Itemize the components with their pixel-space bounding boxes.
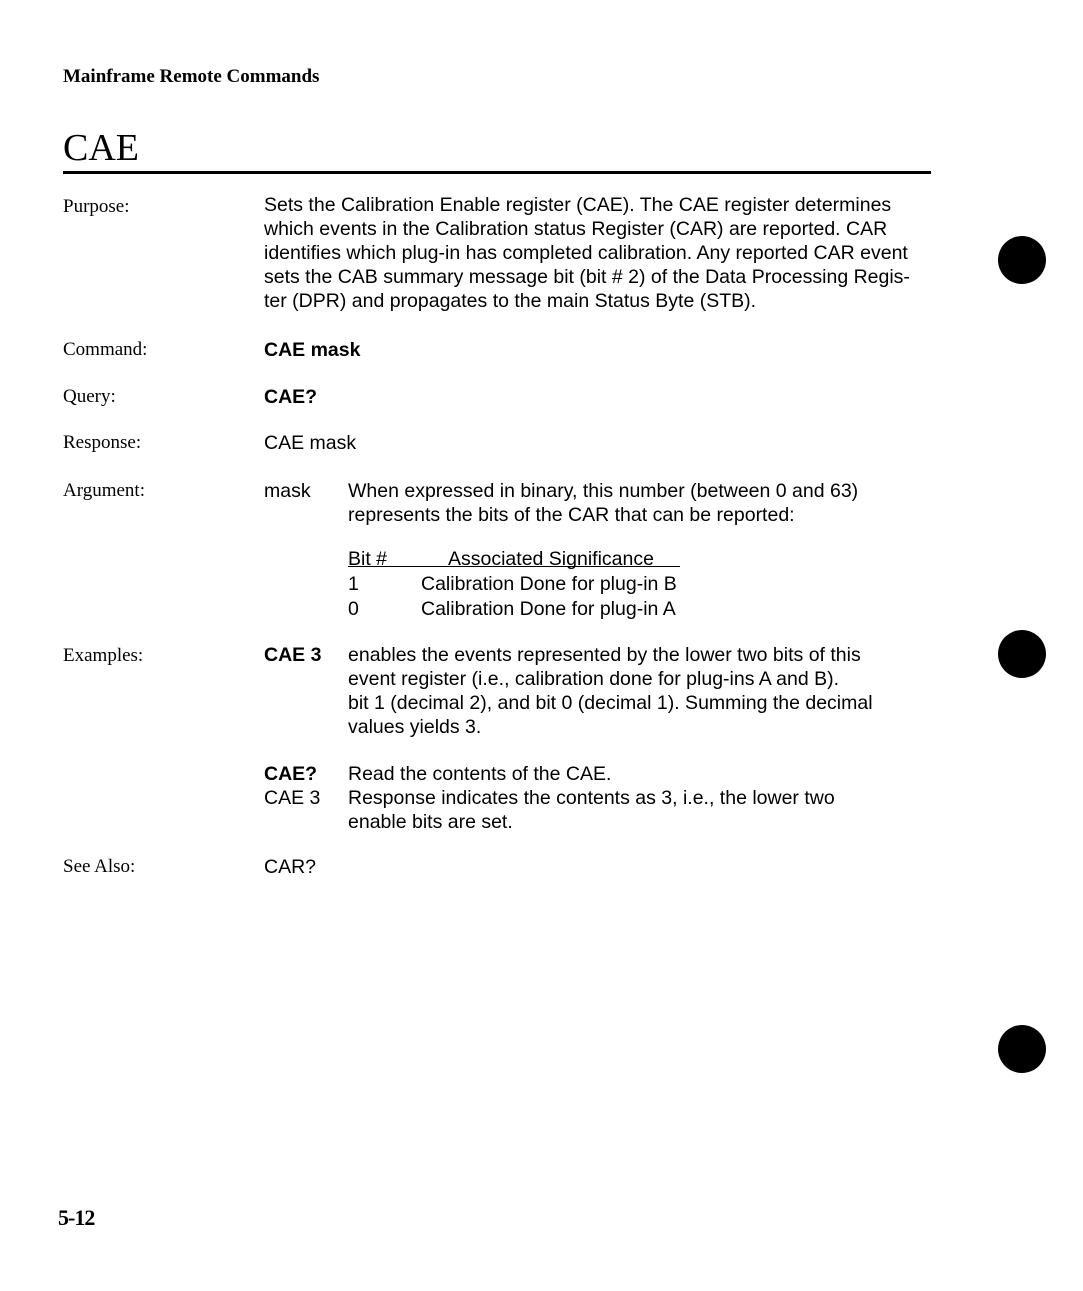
query-syntax: CAE? — [264, 386, 318, 408]
example-line: enables the events represented by the lower two bits of this — [348, 644, 861, 666]
response-syntax: CAE mask — [264, 432, 357, 454]
table-cell-bit: 1 — [348, 573, 359, 595]
argument-label: Argument: — [63, 480, 145, 501]
table-cell-bit: 0 — [348, 598, 359, 620]
binder-hole-middle — [998, 630, 1046, 678]
example-line: values yields 3. — [348, 716, 482, 738]
purpose-line: Sets the Calibration Enable register (CAE). The CAE register determines — [264, 194, 892, 216]
example-line: enable bits are set. — [348, 811, 513, 833]
purpose-line: which events in the Calibration status Register (CAR) are reported. CAR — [264, 218, 888, 240]
response-label: Response: — [63, 432, 142, 453]
purpose-line: sets the CAB summary message bit (bit # 2) of the Data Processing Regis- — [264, 266, 910, 288]
example-line: Read the contents of the CAE. — [348, 763, 612, 785]
example-line: Response indicates the contents as 3, i.e., the lower two — [348, 787, 835, 809]
purpose-text — [264, 193, 944, 313]
purpose-line: ter (DPR) and propagates to the main Status Byte (STB). — [264, 290, 757, 312]
binder-hole-bottom — [998, 1025, 1046, 1073]
argument-description-line: When expressed in binary, this number (between 0 and 63) — [348, 480, 859, 502]
command-label: Command: — [63, 339, 148, 360]
binder-hole-top — [998, 236, 1046, 284]
table-header-bit: Bit # — [348, 548, 388, 570]
table-cell-significance: Calibration Done for plug-in A — [421, 598, 676, 620]
argument-name: mask — [264, 480, 311, 502]
query-label: Query: — [63, 386, 116, 407]
example-response: CAE 3 — [264, 787, 321, 809]
page-number: 5-12 — [58, 1205, 95, 1230]
page-title: CAE — [63, 127, 139, 169]
argument-description-line: represents the bits of the CAR that can be reported: — [348, 504, 795, 526]
see-also-label: See Also: — [63, 856, 136, 877]
purpose-label: Purpose: — [63, 196, 130, 217]
example-line: event register (i.e., calibration done for plug-ins A and B). — [348, 668, 840, 690]
command-syntax: CAE mask — [264, 339, 361, 361]
running-header: Mainframe Remote Commands — [63, 66, 320, 87]
example-command: CAE 3 — [264, 644, 322, 666]
table-cell-significance: Calibration Done for plug-in B — [421, 573, 677, 595]
title-rule — [63, 171, 931, 174]
example-line: bit 1 (decimal 2), and bit 0 (decimal 1). Summing the decimal — [348, 692, 873, 714]
examples-label: Examples: — [63, 645, 144, 666]
table-header-significance: Associated Significance — [448, 548, 654, 570]
table-header-rule — [348, 566, 680, 567]
example-command: CAE? — [264, 763, 318, 785]
purpose-line: identifies which plug-in has completed calibration. Any reported CAR event — [264, 242, 908, 264]
see-also-reference: CAR? — [264, 856, 317, 878]
